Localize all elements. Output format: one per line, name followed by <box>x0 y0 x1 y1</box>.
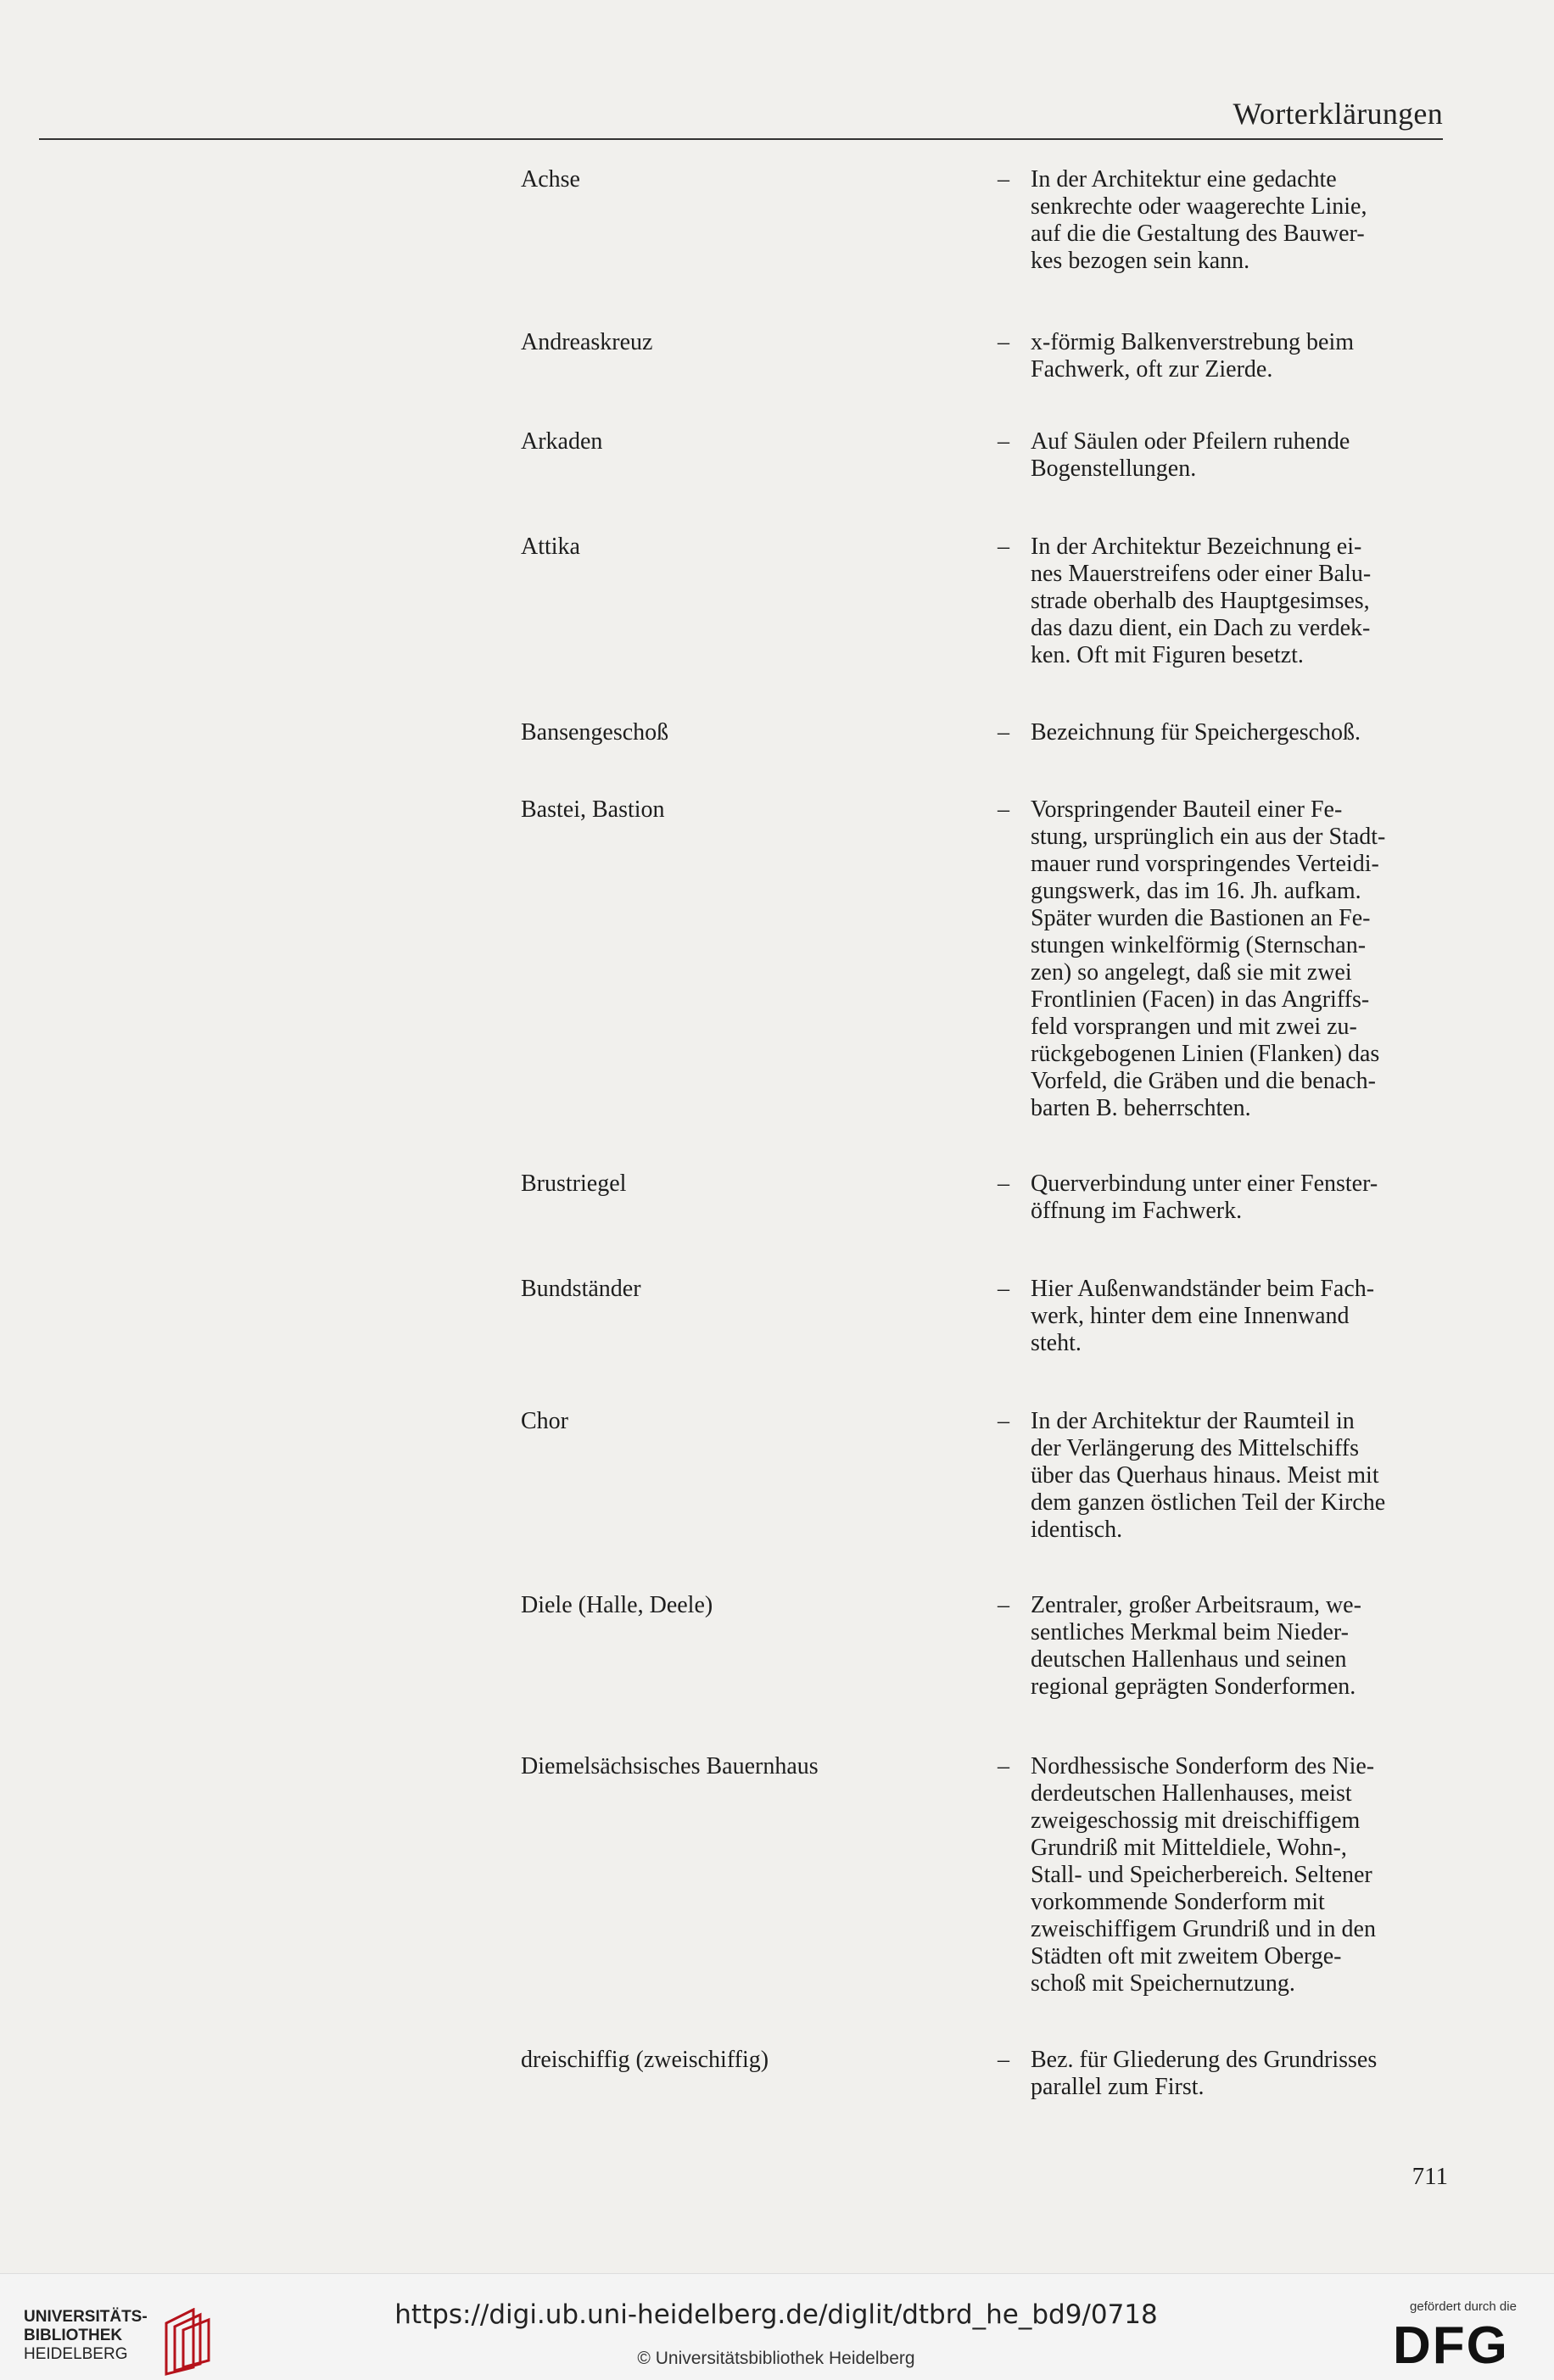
definition-line: senkrechte oder waagerechte Linie, <box>1031 193 1367 220</box>
entry-dash: – <box>998 166 1009 193</box>
entry-term: Chor <box>521 1408 568 1434</box>
running-head: Worterklärungen <box>1233 97 1443 131</box>
definition-line: zweigeschossig mit dreischiffigem <box>1031 1807 1361 1834</box>
definition-line: stung, ursprünglich ein aus der Stadt- <box>1031 824 1386 850</box>
entry-dash: – <box>998 329 1009 355</box>
entry-dash: – <box>998 428 1009 455</box>
copyright-notice: © Universitätsbibliothek Heidelberg <box>637 2349 915 2368</box>
definition-line: schoß mit Speichernutzung. <box>1031 1970 1295 1997</box>
definition-line: öffnung im Fachwerk. <box>1031 1198 1243 1224</box>
definition-line: barten B. beherrschten. <box>1031 1095 1251 1121</box>
entry-dash: – <box>998 534 1009 560</box>
entry-dash: – <box>998 1276 1009 1302</box>
entry-term: Bundständer <box>521 1276 641 1302</box>
entry-definition <box>1031 428 1445 483</box>
entry-term: Bansengeschoß <box>521 719 669 746</box>
definition-line: parallel zum First. <box>1031 2074 1205 2100</box>
definition-line: werk, hinter dem eine Innenwand <box>1031 1303 1350 1329</box>
definition-line: Fachwerk, oft zur Zierde. <box>1031 356 1273 383</box>
definition-line: x-förmig Balkenverstrebung beim <box>1031 329 1355 355</box>
entry-term: Diele (Halle, Deele) <box>521 1592 713 1618</box>
definition-line: Auf Säulen oder Pfeilern ruhende <box>1031 428 1350 455</box>
entry-term: Attika <box>521 534 580 560</box>
definition-line: zen) so angelegt, daß sie mit zwei <box>1031 959 1352 986</box>
entry-dash: – <box>998 1170 1009 1197</box>
definition-line: Hier Außenwandständer beim Fach- <box>1031 1276 1375 1302</box>
entry-dash: – <box>998 1753 1009 1779</box>
definition-line: In der Architektur eine gedachte <box>1031 166 1337 193</box>
funding-caption: gefördert durch die <box>1410 2299 1517 2314</box>
entry-term: Bastei, Bastion <box>521 796 665 823</box>
definition-line: nes Mauerstreifens oder einer Balu- <box>1031 561 1372 587</box>
definition-line: Später wurden die Bastionen an Fe- <box>1031 905 1371 931</box>
definition-line: Vorspringender Bauteil einer Fe- <box>1031 796 1343 823</box>
definition-line: ken. Oft mit Figuren besetzt. <box>1031 642 1304 668</box>
definition-line: In der Architektur Bezeichnung ei- <box>1031 534 1362 560</box>
definition-line: gungswerk, das im 16. Jh. aufkam. <box>1031 878 1361 904</box>
definition-line: stungen winkelförmig (Sternschan- <box>1031 932 1367 958</box>
definition-line: steht. <box>1031 1330 1082 1356</box>
definition-line: vorkommende Sonderform mit <box>1031 1889 1325 1915</box>
definition-line: über das Querhaus hinaus. Meist mit <box>1031 1462 1379 1489</box>
definition-line: Grundriß mit Mitteldiele, Wohn-, <box>1031 1835 1347 1861</box>
entry-dash: – <box>998 796 1009 823</box>
definition-line: Städten oft mit zweitem Oberge- <box>1031 1943 1342 1969</box>
entry-dash: – <box>998 1592 1009 1618</box>
definition-line: Bez. für Gliederung des Grundrisses <box>1031 2047 1378 2073</box>
permalink-url[interactable]: https://digi.ub.uni-heidelberg.de/diglit/dtbrd_he_bd9/0718 <box>394 2299 1158 2330</box>
definition-line: Bogenstellungen. <box>1031 455 1197 482</box>
library-name-line2: BIBLIOTHEK <box>24 2327 123 2344</box>
definition-line: Nordhessische Sonderform des Nie- <box>1031 1753 1375 1779</box>
definition-line: das dazu dient, ein Dach zu verdek- <box>1031 615 1371 641</box>
viewer-footer <box>0 2273 1554 2380</box>
entry-definition <box>1031 1408 1445 1544</box>
entry-definition <box>1031 2047 1445 2101</box>
definition-line: Querverbindung unter einer Fenster- <box>1031 1170 1378 1197</box>
library-name-line1: UNIVERSITÄTS- <box>24 2308 148 2326</box>
entry-dash: – <box>998 1408 1009 1434</box>
entry-dash: – <box>998 2047 1009 2073</box>
library-name-line3: HEIDELBERG <box>24 2345 128 2363</box>
definition-line: In der Architektur der Raumteil in <box>1031 1408 1355 1434</box>
entry-term: Brustriegel <box>521 1170 627 1197</box>
definition-line: strade oberhalb des Hauptgesimses, <box>1031 588 1370 614</box>
entry-term: Andreaskreuz <box>521 329 653 355</box>
definition-line: der Verlängerung des Mittelschiffs <box>1031 1435 1359 1461</box>
definition-line: derdeutschen Hallenhauses, meist <box>1031 1780 1352 1807</box>
definition-line: deutschen Hallenhaus und seinen <box>1031 1646 1347 1673</box>
entry-term: dreischiffig (zweischiffig) <box>521 2047 769 2073</box>
page-number: 711 <box>1411 2163 1448 2190</box>
definition-line: sentliches Merkmal beim Nieder- <box>1031 1619 1349 1645</box>
definition-line: Zentraler, großer Arbeitsraum, we- <box>1031 1592 1361 1618</box>
definition-line: zweischiffigem Grundriß und in den <box>1031 1916 1376 1942</box>
definition-line: auf die die Gestaltung des Bauwer- <box>1031 221 1365 247</box>
entry-definition <box>1031 166 1445 275</box>
definition-line: mauer rund vorspringendes Verteidi- <box>1031 851 1379 877</box>
definition-line: kes bezogen sein kann. <box>1031 248 1250 274</box>
entry-term: Diemelsächsisches Bauernhaus <box>521 1753 819 1779</box>
definition-line: Vorfeld, die Gräben und die benach- <box>1031 1068 1376 1094</box>
entry-definition <box>1031 329 1445 383</box>
definition-line: regional geprägten Sonderformen. <box>1031 1673 1356 1700</box>
definition-line: Frontlinien (Facen) in das Angriffs- <box>1031 986 1370 1013</box>
entry-dash: – <box>998 719 1009 746</box>
entry-definition <box>1031 1276 1445 1357</box>
entry-definition <box>1031 1753 1445 1997</box>
university-library-logo[interactable] <box>24 2308 244 2376</box>
entry-definition <box>1031 1170 1445 1225</box>
definition-line: Stall- und Speicherbereich. Seltener <box>1031 1862 1372 1888</box>
entry-term: Arkaden <box>521 428 603 455</box>
entry-definition <box>1031 719 1445 746</box>
entry-term: Achse <box>521 166 580 193</box>
definition-line: dem ganzen östlichen Teil der Kirche <box>1031 1489 1386 1516</box>
entry-definition <box>1031 534 1445 669</box>
definition-line: rückgebogenen Linien (Flanken) das <box>1031 1041 1380 1067</box>
definition-line: Bezeichnung für Speichergeschoß. <box>1031 719 1361 746</box>
definition-line: feld vorsprangen und mit zwei zu- <box>1031 1014 1357 1040</box>
entry-definition <box>1031 796 1445 1122</box>
dfg-logo-text: DFG <box>1393 2316 1509 2375</box>
definition-line: identisch. <box>1031 1517 1123 1543</box>
dfg-funding-logo[interactable] <box>1391 2299 1535 2376</box>
library-mark-icon <box>159 2308 219 2376</box>
entry-definition <box>1031 1592 1445 1701</box>
